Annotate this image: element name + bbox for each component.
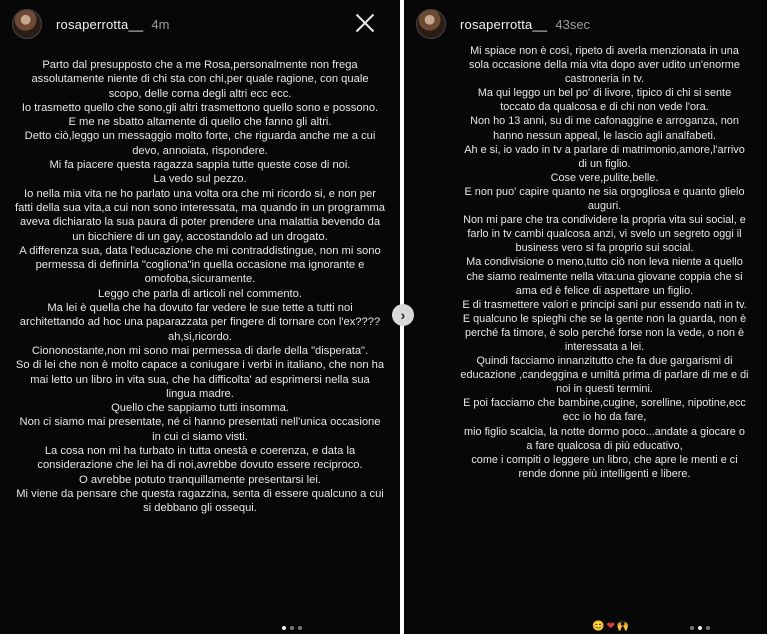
- story-header: [416, 8, 755, 40]
- paragraph: E me ne sbatto altamente di quello che fanno gli altri.: [68, 116, 332, 129]
- paragraph: Leggo che parla di articoli nel commento.: [98, 287, 302, 300]
- story-text: [14, 58, 386, 516]
- paragraph: Detto ciò,leggo un messaggio molto forte, che riguarda anche me a cui devo, annoiata, rispondere.: [24, 130, 376, 157]
- pagination-dots: [282, 626, 302, 630]
- close-icon[interactable]: [352, 10, 378, 36]
- paragraph: E poi facciamo che bambine,cugine, sorelline, nipotine,ecc ecc io ho da fare,: [463, 397, 746, 424]
- paragraph: Parto dal presupposto che a me Rosa,personalmente non frega assolutamente niente di chi sta con chi,per quale ragione, con quale scopo, delle corna degli altri ecc ecc.: [31, 59, 369, 100]
- paragraph: Ciononostante,non mi sono mai permessa di darle della "disperata".: [31, 344, 369, 357]
- username[interactable]: rosaperrotta__: [460, 16, 548, 32]
- story-text: [460, 44, 749, 481]
- page-dot: [298, 626, 302, 630]
- story-header: [12, 8, 388, 40]
- paragraph: E di trasmettere valori e principi sani pur essendo nati in tv.: [462, 298, 747, 311]
- emoji-row: [592, 621, 629, 632]
- paragraph: come i compiti o leggere un libro, che apre le menti e ci rende donne più intelligenti e libere.: [471, 453, 738, 480]
- praise-hands-emoji-icon: 🙌: [616, 621, 630, 632]
- paragraph: E non puo' capire quanto ne sia orgogliosa e quanto glielo auguri.: [464, 185, 745, 213]
- page-dot: [690, 626, 694, 630]
- paragraph: Non ci siamo mai presentate, né ci hanno presentati nell'unica occasione in cui ci siamo visti.: [19, 416, 381, 443]
- paragraph: O avrebbe potuto tranquillamente presentarsi lei.: [79, 473, 321, 486]
- chevron-right-icon: ›: [400, 307, 406, 323]
- paragraph: Io trasmetto quello che sono,gli altri trasmettono quello sono e possono.: [21, 101, 379, 114]
- paragraph: So di lei che non è molto capace a coniugare i verbi in italiano, che non ha mai letto un libro in vita sua, che ha difficolta' ad esprimersi nella sua lingua madre.: [15, 359, 385, 400]
- pagination-dots: [690, 626, 710, 630]
- paragraph: Io nella mia vita ne ho parlato una volta ora che mi ricordo si, e non per fatti della sua vita,a cui non sono interessata, ma quando in un programma aveva dichiarato la sua paura di poter prendere una malattia bevendo da un bicchiere di un gay, accostandolo ad un drogato.: [14, 187, 386, 243]
- page-dot: [282, 626, 286, 630]
- paragraph: Cose vere,pulite,belle.: [550, 171, 659, 184]
- paragraph: Non mi pare che tra condividere la propria vita sui social, e farlo in tv cambi qualcosa anzi, vi svelo un segreto oggi il business vero si fa proprio sui social.: [463, 214, 746, 255]
- paragraph: Quello che sappiamo tutti insomma.: [111, 402, 289, 415]
- timestamp: 43sec: [555, 16, 591, 32]
- timestamp: 4m: [151, 16, 170, 32]
- paragraph: Mi fa piacere questa ragazza sappia tutte queste cose di noi.: [49, 159, 351, 172]
- paragraph: Quindi facciamo innanzitutto che fa due gargarismi di educazione ,candeggina e umiltà prima di parlare di me e di noi in questi termini.: [460, 355, 749, 396]
- heart-emoji-icon: ❤: [606, 621, 615, 632]
- paragraph: Ma condivisione o meno,tutto ciò non leva niente a quello che siamo realmente nella vita:una giovane coppia che si ama ed è felice di aspettare un figlio.: [466, 256, 743, 297]
- paragraph: E qualcuno le spieghi che se la gente non la guarda, non è perché fa timore, è solo perché forse non la vede, o non è interessata a lei.: [462, 312, 747, 353]
- paragraph: Ma lei è quella che ha dovuto far vedere le sue tette a tutti noi architettando ad hoc una paparazzata per fingere di tornare con l'ex????ah,si,ricordo.: [19, 302, 381, 343]
- paragraph: mio figlio scalcia, la notte dormo poco...andate a giocare o a fare qualcosa di più educativo,: [464, 425, 745, 452]
- paragraph: A differenza sua, data l'educazione che mi contraddistingue, non mi sono permessa di definirla "cogliona"in quella occasione ma ignorante e omofoba,sicuramente.: [19, 244, 381, 286]
- username[interactable]: rosaperrotta__: [56, 16, 144, 32]
- page-dot: [698, 626, 702, 630]
- paragraph: La cosa non mi ha turbato in tutta onestà e coerenza, e data la considerazione che lei ha di noi,avrebbe dovuto essere reciproco.: [37, 445, 363, 472]
- story-panel-right: [404, 0, 767, 634]
- page-dot: [290, 626, 294, 630]
- avatar[interactable]: [416, 9, 446, 39]
- smile-emoji-icon: 😊: [592, 621, 605, 632]
- paragraph: Ah e si, io vado in tv a parlare di matrimonio,amore,l'arrivo di un figlio.: [464, 143, 745, 170]
- avatar[interactable]: [12, 9, 42, 39]
- page-dot: [706, 626, 710, 630]
- paragraph: La vedo sul pezzo.: [153, 173, 247, 186]
- paragraph: Non ho 13 anni, su di me cafonaggine e arroganza, non hanno nessun appeal, le lascio agli analfabeti.: [470, 115, 739, 142]
- paragraph: Mi spiace non è così, ripeto di averla menzionata in una sola occasione della mia vita dopo aver udito un'enorme castroneria in tv.: [469, 45, 740, 86]
- next-story-button[interactable]: [392, 304, 414, 326]
- paragraph: Mi viene da pensare che questa ragazzina, senta di essere qualcuno a cui si debbano gli ossequi.: [16, 487, 384, 515]
- paragraph: Ma qui leggo un bel po' di livore, tipico di chi si sente toccato da qualcosa e di chi non vede l'ora.: [477, 87, 732, 114]
